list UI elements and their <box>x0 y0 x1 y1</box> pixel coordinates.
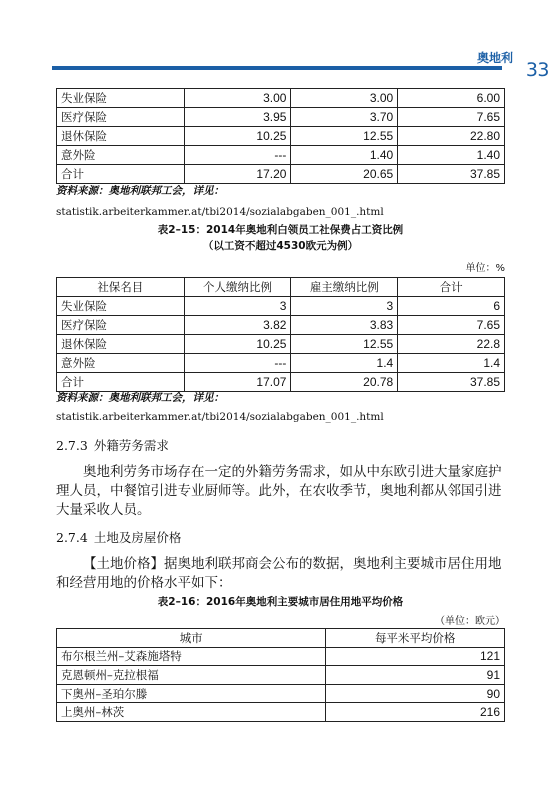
cell-employer: 1.4 <box>291 354 398 373</box>
row-name: 医疗保险 <box>57 316 185 335</box>
table-caption: 表2–15：2014年奥地利白领员工社保费占工资比例 <box>157 224 404 236</box>
table-2-16 <box>56 628 505 722</box>
row-name: 意外险 <box>57 354 185 373</box>
cell-employer: 1.40 <box>291 146 398 165</box>
cell-price: 91 <box>326 666 505 685</box>
row-name: 失业保险 <box>57 297 185 316</box>
table-caption-sub: （以工资不超过4530欧元为例） <box>202 240 359 252</box>
cell-price: 216 <box>326 703 505 722</box>
table-2-15 <box>56 277 505 392</box>
cell-employer: 3.70 <box>291 108 398 127</box>
cell-total: 37.85 <box>398 373 505 392</box>
section-heading: 2.7.3 外籍劳务需求 <box>56 438 169 453</box>
table-row <box>57 703 505 722</box>
header-country: 奥地利 <box>476 51 513 65</box>
column-header: 雇主缴纳比例 <box>291 278 398 297</box>
cell-employer: 20.78 <box>291 373 398 392</box>
table-row <box>57 684 505 703</box>
table-row <box>57 127 505 146</box>
table-row <box>57 647 505 666</box>
row-name: 退休保险 <box>57 335 185 354</box>
body-paragraph: 奥地利劳务市场存在一定的外籍劳务需求，如从中东欧引进大量家庭护理人员，中餐馆引进专业厨师等。此外，在农收季节，奥地利都从邻国引进大量采收人员。 <box>56 464 502 518</box>
cell-total: 37.85 <box>398 165 505 184</box>
cell-personal: --- <box>184 354 291 373</box>
table-row <box>57 666 505 685</box>
table-row <box>57 354 505 373</box>
page-number: 33 <box>525 59 549 81</box>
cell-personal: --- <box>184 146 291 165</box>
cell-employer: 3.83 <box>291 316 398 335</box>
cell-personal: 3.82 <box>184 316 291 335</box>
cell-employer: 3.00 <box>291 89 398 108</box>
table-unit: 单位：% <box>465 263 505 274</box>
cell-personal: 3.95 <box>184 108 291 127</box>
table-row <box>57 373 505 392</box>
cell-personal: 10.25 <box>184 127 291 146</box>
city-name: 克恩顿州–克拉根福 <box>57 666 326 685</box>
row-name: 合计 <box>57 373 185 392</box>
table-row <box>57 146 505 165</box>
column-header: 每平米平均价格 <box>326 629 505 648</box>
cell-total: 22.80 <box>398 127 505 146</box>
cell-employer: 20.65 <box>291 165 398 184</box>
column-header: 社保名目 <box>57 278 185 297</box>
row-name: 退休保险 <box>57 127 185 146</box>
city-name: 上奥州–林茨 <box>57 703 326 722</box>
cell-total: 1.4 <box>398 354 505 373</box>
row-name: 医疗保险 <box>57 108 185 127</box>
row-name: 合计 <box>57 165 185 184</box>
table-caption: 表2–16：2016年奥地利主要城市居住用地平均价格 <box>157 596 404 608</box>
table-row <box>57 165 505 184</box>
table-header-row <box>57 629 505 648</box>
row-name: 失业保险 <box>57 89 185 108</box>
column-header: 城市 <box>57 629 326 648</box>
city-name: 布尔根兰州–艾森施塔特 <box>57 647 326 666</box>
city-name: 下奥州–圣珀尔滕 <box>57 684 326 703</box>
source-note: 资料来源：奥地利联邦工会，详见： <box>56 392 224 404</box>
cell-total: 7.65 <box>398 316 505 335</box>
table-row <box>57 297 505 316</box>
column-header: 个人缴纳比例 <box>184 278 291 297</box>
cell-price: 121 <box>326 647 505 666</box>
cell-total: 1.40 <box>398 146 505 165</box>
column-header: 合计 <box>398 278 505 297</box>
cell-personal: 3 <box>184 297 291 316</box>
cell-personal: 3.00 <box>184 89 291 108</box>
cell-total: 6 <box>398 297 505 316</box>
table-row <box>57 316 505 335</box>
cell-total: 22.8 <box>398 335 505 354</box>
cell-total: 7.65 <box>398 108 505 127</box>
cell-employer: 3 <box>291 297 398 316</box>
source-note: 资料来源：奥地利联邦工会，详见： <box>56 185 224 197</box>
table-row <box>57 89 505 108</box>
cell-employer: 12.55 <box>291 335 398 354</box>
source-url: statistik.arbeiterkammer.at/tbi2014/sozialabgaben_001_.html <box>56 206 384 218</box>
header-rule <box>52 66 502 70</box>
source-url: statistik.arbeiterkammer.at/tbi2014/sozialabgaben_001_.html <box>56 411 384 423</box>
body-paragraph: 【土地价格】据奥地利联邦商会公布的数据，奥地利主要城市居住用地和经营用地的价格水平如下： <box>56 556 502 591</box>
cell-employer: 12.55 <box>291 127 398 146</box>
cell-total: 6.00 <box>398 89 505 108</box>
table-top-continued <box>56 88 505 184</box>
table-row <box>57 335 505 354</box>
cell-price: 90 <box>326 684 505 703</box>
cell-personal: 10.25 <box>184 335 291 354</box>
table-unit: （单位：欧元） <box>435 616 505 627</box>
row-name: 意外险 <box>57 146 185 165</box>
table-row <box>57 108 505 127</box>
table-header-row <box>57 278 505 297</box>
cell-personal: 17.07 <box>184 373 291 392</box>
section-heading: 2.7.4 土地及房屋价格 <box>56 530 182 545</box>
cell-personal: 17.20 <box>184 165 291 184</box>
